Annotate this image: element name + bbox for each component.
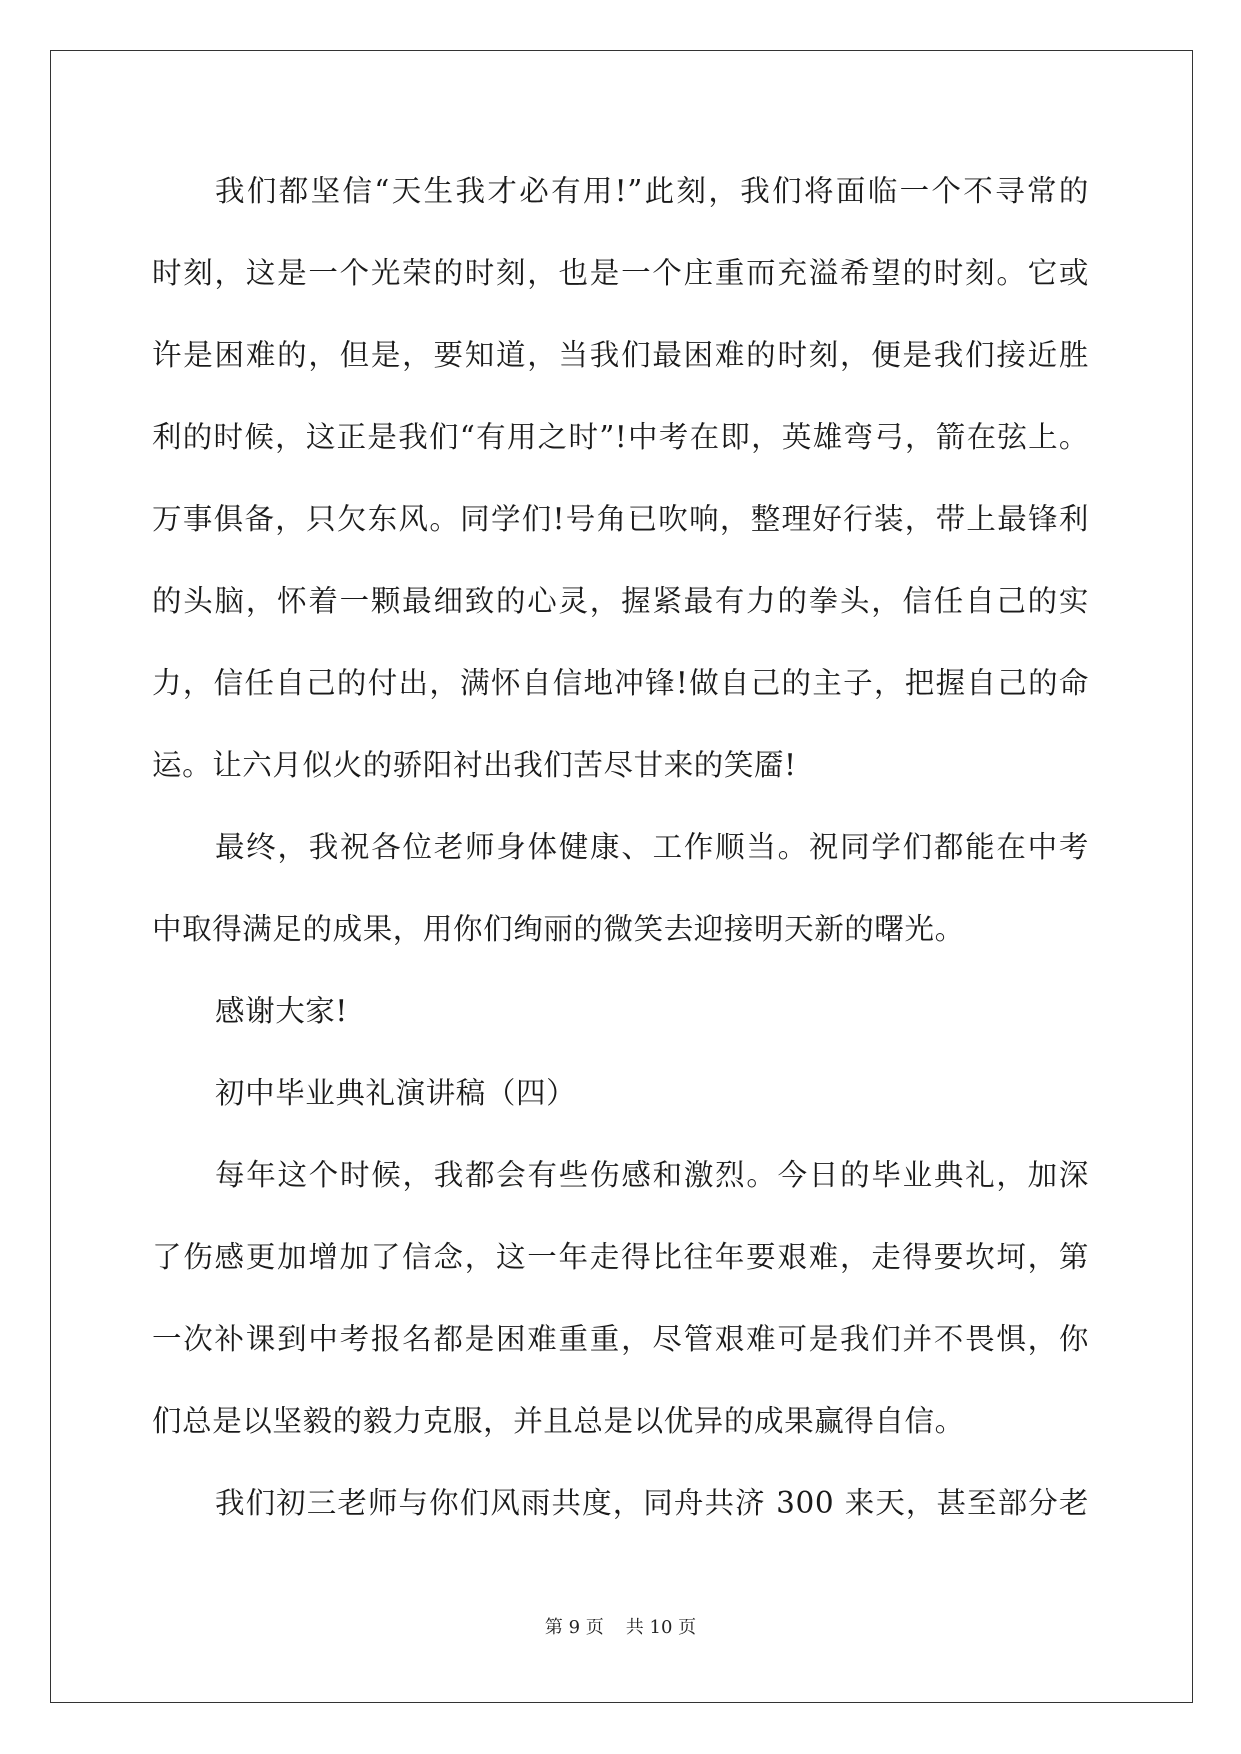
page-number: 第 9 页: [544, 1617, 604, 1638]
text-line: 时刻，这是一个光荣的时刻，也是一个庄重而充溢希望的时刻。它或: [152, 256, 1089, 290]
text-line: 万事俱备，只欠东风。同学们!号角已吹响，整理好行装，带上最锋利: [152, 502, 1089, 536]
text-line: 最终，我祝各位老师身体健康、工作顺当。祝同学们都能在中考: [215, 830, 1089, 864]
text-line: 中取得满足的成果，用你们绚丽的微笑去迎接明天新的曙光。: [152, 912, 965, 946]
text-line: 我们初三老师与你们风雨共度，同舟共济 300 来天，甚至部分老: [215, 1486, 1089, 1520]
text-line: 每年这个时候，我都会有些伤感和激烈。今日的毕业典礼，加深: [215, 1158, 1089, 1192]
text-line: 的头脑，怀着一颗最细致的心灵，握紧最有力的拳头，信任自己的实: [152, 584, 1089, 618]
text-line: 了伤感更加增加了信念，这一年走得比往年要艰难，走得要坎坷，第: [152, 1240, 1089, 1274]
document-body: [152, 161, 1089, 1555]
text-line: 感谢大家!: [215, 994, 348, 1028]
text-line: 运。让六月似火的骄阳衬出我们苦尽甘来的笑靥!: [152, 748, 797, 782]
text-line: 力，信任自己的付出，满怀自信地冲锋!做自己的主子，把握自己的命: [152, 666, 1089, 700]
page-total: 共 10 页: [625, 1617, 697, 1638]
text-line: 我们都坚信“天生我才必有用!”此刻，我们将面临一个不寻常的: [215, 174, 1089, 208]
text-line: 一次补课到中考报名都是困难重重，尽管艰难可是我们并不畏惧，你: [152, 1322, 1089, 1356]
text-line: 许是困难的，但是，要知道，当我们最困难的时刻，便是我们接近胜: [152, 338, 1089, 372]
text-line: 们总是以坚毅的毅力克服，并且总是以优异的成果赢得自信。: [152, 1404, 965, 1438]
text-line: 利的时候，这正是我们“有用之时”!中考在即，英雄弯弓，箭在弦上。: [152, 420, 1089, 454]
section-heading: 初中毕业典礼演讲稿（四）: [215, 1076, 577, 1110]
page-footer: [0, 1616, 1241, 1640]
